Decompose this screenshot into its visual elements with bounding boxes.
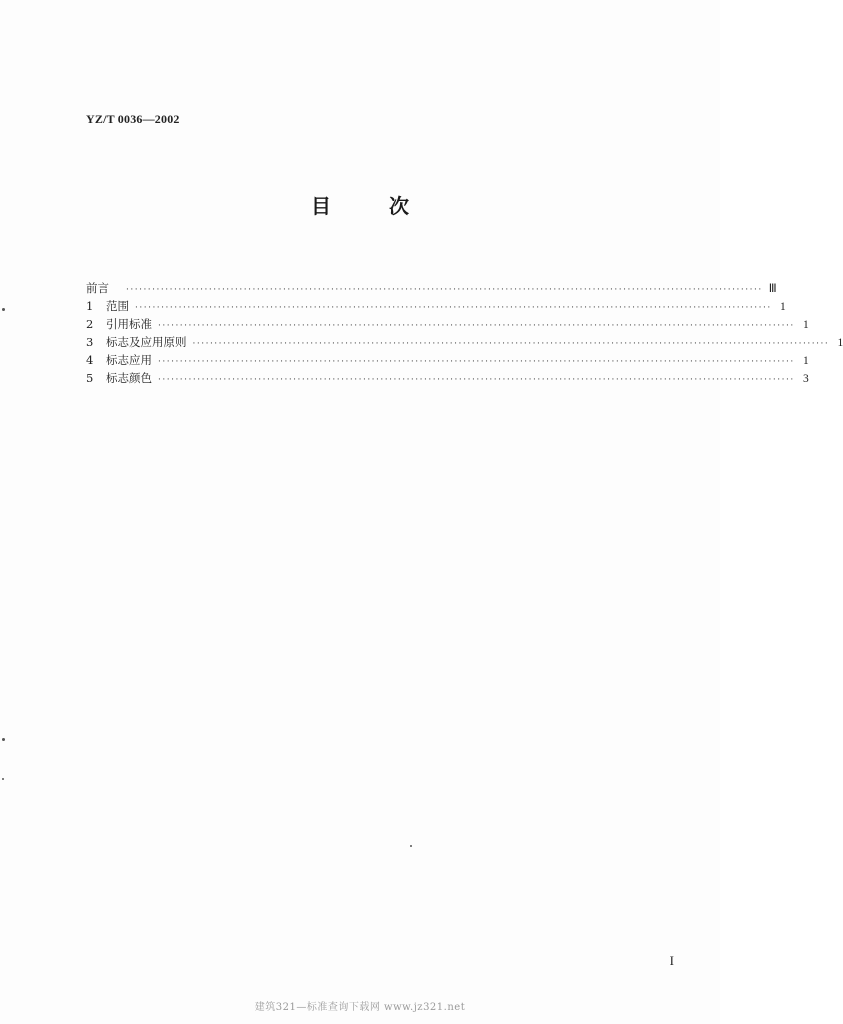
- page-title: [0, 190, 720, 219]
- toc-entry-normative-references[interactable]: [86, 315, 809, 333]
- page-title-part1: 目: [311, 194, 331, 218]
- toc-entry-page: 1: [802, 355, 809, 367]
- toc-entry-page: Ⅲ: [768, 283, 777, 295]
- toc-entry-label: 前言: [86, 281, 109, 295]
- toc-entry-sign-principles[interactable]: [86, 333, 843, 351]
- toc-leader-dots: ··················································································································································: [158, 321, 795, 331]
- page-number: I: [669, 953, 674, 968]
- toc-leader-dots: ··················································································································································: [158, 375, 795, 385]
- table-of-contents: [86, 279, 843, 387]
- toc-entry-number: 5: [86, 371, 94, 385]
- toc-entry-label: 标志颜色: [106, 371, 152, 385]
- toc-entry-preface[interactable]: [86, 279, 777, 297]
- toc-leader-dots: ··················································································································································: [158, 357, 795, 367]
- scan-speck: [2, 778, 4, 780]
- watermark: 建筑321—标准查询下载网 www.jz321.net: [254, 1002, 466, 1013]
- toc-entry-page: 1: [779, 301, 786, 313]
- toc-entry-sign-colors[interactable]: [86, 369, 809, 387]
- scan-speck: [2, 308, 5, 311]
- toc-leader-dots: ··················································································································································: [126, 285, 763, 295]
- toc-entry-number: 1: [86, 299, 94, 313]
- toc-entry-number: 2: [86, 317, 94, 331]
- toc-entry-page: 3: [802, 373, 809, 385]
- toc-entry-page: 1: [837, 337, 843, 349]
- page-title-part2: 次: [389, 194, 409, 218]
- toc-entry-label: 范围: [106, 299, 129, 313]
- toc-entry-sign-application[interactable]: [86, 351, 809, 369]
- toc-entry-page: 1: [802, 319, 809, 331]
- toc-entry-label: 引用标准: [106, 317, 152, 331]
- toc-entry-label: 标志及应用原则: [106, 335, 187, 349]
- toc-entry-number: 4: [86, 353, 94, 367]
- toc-entry-scope[interactable]: [86, 297, 786, 315]
- scan-speck: [2, 738, 5, 741]
- toc-entry-label: 标志应用: [106, 353, 152, 367]
- toc-leader-dots: ··················································································································································: [192, 339, 830, 349]
- scan-speck: [410, 845, 412, 847]
- toc-leader-dots: ··················································································································································: [135, 303, 772, 313]
- standard-code: YZ/T 0036—2002: [86, 112, 180, 126]
- toc-entry-number: 3: [86, 335, 94, 349]
